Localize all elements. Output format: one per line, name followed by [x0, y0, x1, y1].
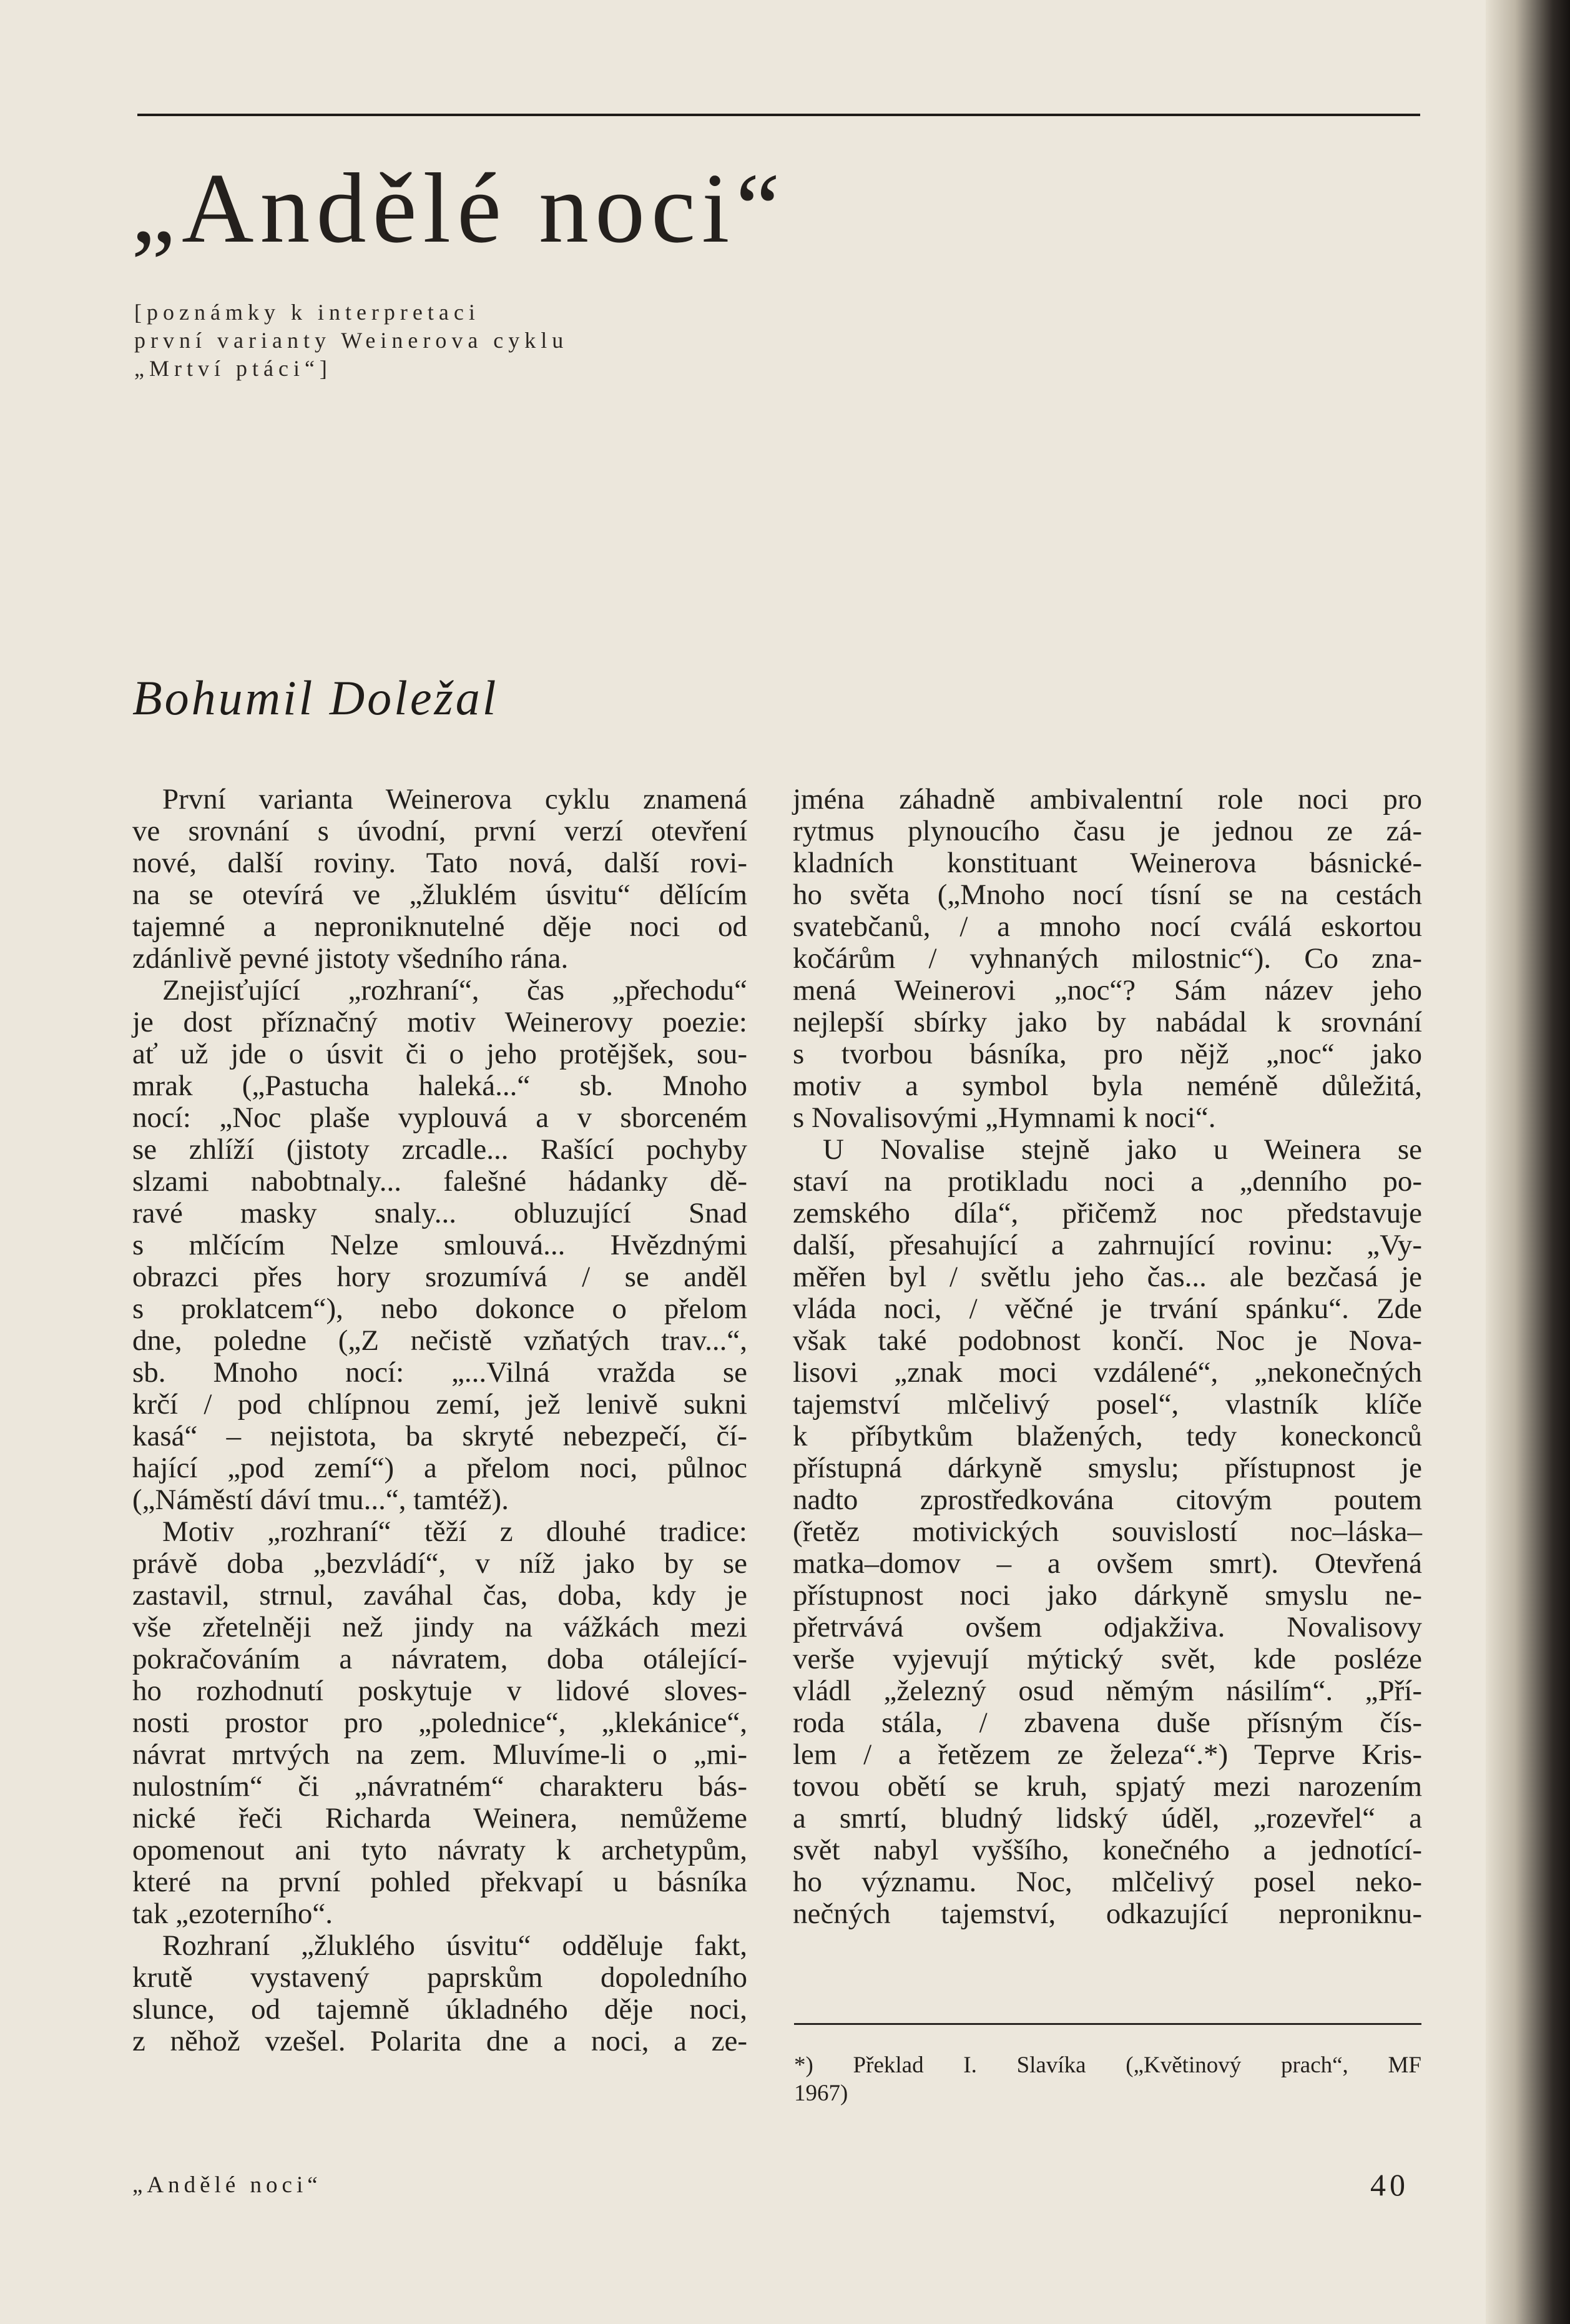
article-title: „Andělé noci“: [131, 152, 787, 263]
page-number: 40: [1370, 2167, 1409, 2202]
text-line: vláda noci, / věčné je trvání spánku“. Zde: [793, 1292, 1422, 1325]
running-title: „Andělé noci“: [132, 2172, 322, 2198]
text-line: slzami nabobtnaly... falešné hádanky dě-: [132, 1165, 747, 1198]
article-subtitle: [134, 298, 568, 383]
text-line: svět nabyl vyššího, konečného a jednotící-: [793, 1834, 1422, 1866]
footnote-line: *) Překlad I. Slavíka („Květinový prach“, MF: [794, 2052, 1421, 2078]
text-line: zdánlivě pevné jistoty všedního rána.: [132, 942, 569, 975]
text-line: mrak („Pastucha haleká...“ sb. Mnoho: [132, 1070, 747, 1102]
text-line: přístupná dárkyně smyslu; přístupnost je: [793, 1452, 1422, 1484]
text-line: opomenout ani tyto návraty k archetypům,: [132, 1834, 747, 1866]
text-line: kladních konstituant Weinerova básnické-: [793, 847, 1422, 879]
text-line: sb. Mnoho nocí: „...Vilná vražda se: [132, 1356, 747, 1389]
text-line: právě doba „bezvládí“, v níž jako by se: [132, 1547, 747, 1580]
text-line: ho světa („Mnoho nocí tísní se na cestách: [793, 879, 1422, 911]
text-line: tovou obětí se kruh, spjatý mezi narozením: [793, 1770, 1422, 1803]
text-line: verše vyjevují mýtický svět, kde posléze: [793, 1643, 1422, 1675]
text-line: návrat mrtvých na zem. Mluvíme-li o „mi-: [132, 1738, 747, 1771]
text-line: mená Weinerovi „noc“? Sám název jeho: [793, 974, 1422, 1007]
top-rule: [137, 114, 1420, 116]
text-line: kočárům / vyhnaných milostnic“). Co zna-: [793, 942, 1422, 975]
text-line: měřen byl / světlu jeho čas... ale bezčasá je: [793, 1261, 1422, 1293]
text-line: k příbytkům blažených, tedy koneckonců: [793, 1420, 1422, 1452]
text-line: (řetěz motivických souvislostí noc–láska–: [793, 1515, 1422, 1548]
author-name: Bohumil Doležal: [132, 671, 499, 725]
text-line: slunce, od tajemně úkladného děje noci,: [132, 1993, 747, 2026]
text-line: hající „pod zemí“) a přelom noci, půlnoc: [132, 1452, 747, 1484]
text-line: s proklatcem“), nebo dokonce o přelom: [132, 1292, 747, 1325]
subtitle-line: „Mrtví ptáci“]: [134, 356, 332, 381]
right-column: [793, 784, 1422, 1930]
footnote-rule: [794, 2023, 1421, 2025]
text-line: s tvorbou básníka, pro nějž „noc“ jako: [793, 1038, 1422, 1070]
text-line: pokračováním a návratem, doba otálející-: [132, 1643, 747, 1675]
subtitle-line: první varianty Weinerova cyklu: [134, 328, 569, 353]
text-line: z něhož vzešel. Polarita dne a noci, a ze-: [132, 2025, 747, 2057]
text-line: ravé masky snaly... obluzující Snad: [132, 1197, 747, 1229]
text-line: matka–domov – a ovšem smrt). Otevřená: [793, 1547, 1422, 1580]
text-line: na se otevírá ve „žluklém úsvitu“ dělícím: [132, 879, 747, 911]
text-line: obrazci přes hory srozumívá / se anděl: [132, 1261, 747, 1293]
text-line: které na první pohled překvapí u básníka: [132, 1866, 747, 1898]
text-line: kasá“ – nejistota, ba skryté nebezpečí, čí-: [132, 1420, 747, 1452]
text-line: U Novalise stejně jako u Weinera se: [823, 1133, 1422, 1166]
text-line: („Náměstí dáví tmu...“, tamtéž).: [132, 1484, 509, 1516]
text-line: a smrtí, bludný lidský úděl, „rozevřel“ a: [793, 1802, 1422, 1834]
text-line: Motiv „rozhraní“ těží z dlouhé tradice:: [162, 1515, 747, 1548]
text-line: První varianta Weinerova cyklu znamená: [162, 783, 747, 815]
text-line: krutě vystavený paprskům dopoledního: [132, 1961, 747, 1994]
text-line: ho významu. Noc, mlčelivý posel neko-: [793, 1866, 1422, 1898]
text-line: ve srovnání s úvodní, první verzí otevření: [132, 815, 747, 847]
text-line: staví na protikladu noci a „denního po-: [793, 1165, 1422, 1198]
text-line: krčí / pod chlípnou zemí, jež lenivě sukni: [132, 1388, 747, 1420]
text-line: je dost příznačný motiv Weinerovy poezie:: [132, 1006, 747, 1038]
text-line: nadto zprostředkována citovým poutem: [793, 1484, 1422, 1516]
text-line: jména záhadně ambivalentní role noci pro: [793, 783, 1422, 815]
text-line: tak „ezoterního“.: [132, 1898, 333, 1930]
text-line: s Novalisovými „Hymnami k noci“.: [793, 1101, 1216, 1134]
text-line: tajemné a neproniknutelné děje noci od: [132, 910, 747, 943]
text-line: dne, poledne („Z nečistě vzňatých trav...“,: [132, 1324, 747, 1357]
text-line: ať už jde o úsvit či o jeho protějšek, sou-: [132, 1038, 747, 1070]
text-line: rytmus plynoucího času je jednou ze zá-: [793, 815, 1422, 847]
left-column: [132, 784, 747, 2057]
text-line: lisovi „znak moci vzdálené“, „nekonečných: [793, 1356, 1422, 1389]
text-line: Rozhraní „žluklého úsvitu“ odděluje fakt,: [162, 1929, 747, 1962]
text-line: přetrvává ovšem odjakživa. Novalisovy: [793, 1611, 1422, 1643]
text-line: další, přesahující a zahrnující rovinu: „Vy-: [793, 1229, 1422, 1261]
footnote: [794, 2051, 1421, 2107]
text-line: vládl „železný osud němým násilím“. „Pří-: [793, 1675, 1422, 1707]
text-line: zastavil, strnul, zaváhal čas, doba, kdy je: [132, 1579, 747, 1612]
text-line: však také podobnost končí. Noc je Nova-: [793, 1324, 1422, 1357]
text-line: zemského díla“, přičemž noc představuje: [793, 1197, 1422, 1229]
text-line: motiv a symbol byla neméně důležitá,: [793, 1070, 1422, 1102]
footnote-line: 1967): [794, 2080, 848, 2106]
text-line: nulostním“ či „návratném“ charakteru bás-: [132, 1770, 747, 1803]
text-line: nické řeči Richarda Weinera, nemůžeme: [132, 1802, 747, 1834]
text-line: Znejisťující „rozhraní“, čas „přechodu“: [162, 974, 747, 1007]
text-line: nosti prostor pro „polednice“, „klekánice“,: [132, 1706, 747, 1739]
text-line: lem / a řetězem ze železa“.*) Teprve Kris-: [793, 1738, 1422, 1771]
text-line: se zhlíží (jistoty zrcadle... Rašící pochyby: [132, 1133, 747, 1166]
text-line: s mlčícím Nelze smlouvá... Hvězdnými: [132, 1229, 747, 1261]
text-line: nové, další roviny. Tato nová, další rovi-: [132, 847, 747, 879]
text-line: vše zřetelněji než jindy na vážkách mezi: [132, 1611, 747, 1643]
text-line: nečných tajemství, odkazující neproniknu-: [793, 1898, 1422, 1930]
subtitle-line: [poznámky k interpretaci: [134, 300, 480, 325]
text-line: roda stála, / zbavena duše přísným čís-: [793, 1706, 1422, 1739]
text-line: přístupnost noci jako dárkyně smyslu ne-: [793, 1579, 1422, 1612]
text-line: tajemství mlčelivý posel“, vlastník klíče: [793, 1388, 1422, 1420]
text-line: nocí: „Noc plaše vyplouvá a v sborceném: [132, 1101, 747, 1134]
text-line: svatebčanů, / a mnoho nocí cválá eskortou: [793, 910, 1422, 943]
book-spine-shadow: [1486, 0, 1570, 2324]
text-line: nejlepší sbírky jako by nabádal k srovnání: [793, 1006, 1422, 1038]
text-line: ho rozhodnutí poskytuje v lidové sloves-: [132, 1675, 747, 1707]
